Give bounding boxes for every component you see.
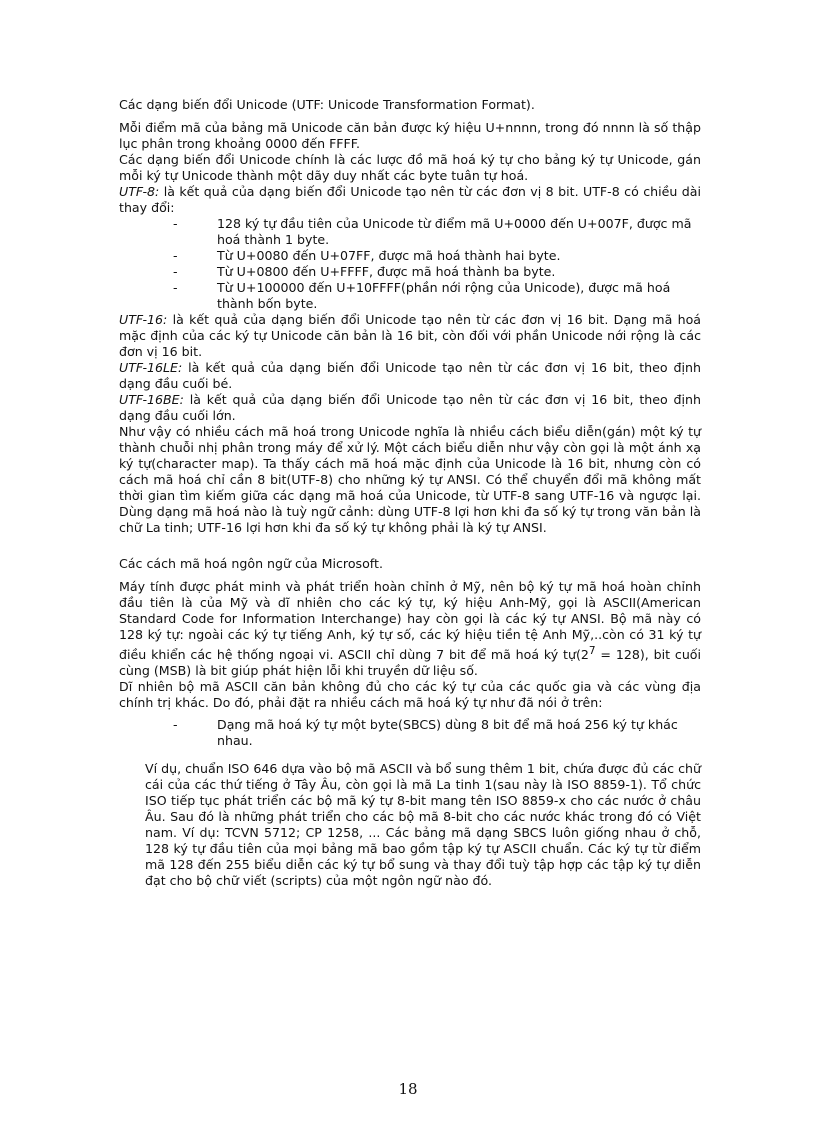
encoding-list	[119, 717, 701, 749]
ascii-text-after: = 128), bit cuối cùng (MSB) là bit giúp phát hiện lỗi khi truyền dữ liệu số.	[119, 647, 702, 679]
term-utf16: UTF-16:	[119, 312, 168, 327]
paragraph-utf8	[119, 184, 701, 216]
document-page	[119, 97, 701, 889]
paragraph-intro-2: Các dạng biến đổi Unicode chính là các lược đồ mã hoá ký tự cho bảng ký tự Unicode, gán mỗi ký tự Unicode thành một dãy duy nhất các byte tuân tự hoá.	[119, 152, 701, 183]
paragraph-iso-example: Ví dụ, chuẩn ISO 646 dựa vào bộ mã ASCII và bổ sung thêm 1 bit, chứa được đủ các chữ cái của các thứ tiếng ở Tây Âu, còn gọi là mã La tinh 1(sau này là ISO 8859-1). Tổ chức ISO tiếp tục phát triển các bộ mã ký tự 8-bit mang tên ISO 8859-x cho các nước ở châu Âu. Sau đó là những phát triển cho các bộ mã 8-bit cho các nước khác trong đó có Việt nam. Ví dụ: TCVN 5712; CP 1258, ... Các bảng mã dạng SBCS luôn giống nhau ở chỗ, 128 ký tự đầu tiên của mọi bảng mã bao gồm tập ký tự ASCII chuẩn. Các ký tự từ điểm mã 128 đến 255 biểu diễn các ký tự bổ sung và thay đổi tuỳ tập hợp các tập ký tự diễn đạt cho bộ chữ viết (scripts) của một ngôn ngữ nào đó.	[145, 761, 701, 889]
paragraph-utf16le	[119, 360, 701, 392]
utf8-byte-list	[119, 216, 701, 312]
ascii-superscript: 7	[588, 645, 596, 657]
section-title-microsoft: Các cách mã hoá ngôn ngữ của Microsoft.	[119, 556, 383, 571]
list-item-text: Từ U+0080 đến U+07FF, được mã hoá thành hai byte.	[217, 248, 561, 263]
list-item-text: Từ U+0800 đến U+FFFF, được mã hoá thành ba byte.	[217, 264, 556, 279]
list-item-text: Từ U+100000 đến U+10FFFF(phần nới rộng của Unicode), được mã hoá thành bốn byte.	[217, 280, 671, 311]
ascii-text-before: Máy tính được phát minh và phát triển hoàn chỉnh ở Mỹ, nên bộ ký tự mã hoá hoàn chỉnh đầu tiên là của Mỹ và dĩ nhiên cho các ký tự, ký hiệu Anh-Mỹ, gọi là ASCII(American Standard Code for Information Interchange) hay còn gọi là các ký tự ANSI. Bộ mã này có 128 ký tự: ngoài các ký tự tiếng Anh, ký tự số, các ký hiệu tiền tệ Anh Mỹ,..còn có 31 ký tự điều khiển các hệ thống ngoại vi. ASCII chỉ dùng 7 bit để mã hoá ký tự(2	[119, 579, 701, 663]
list-item-text: Dạng mã hoá ký tự một byte(SBCS) dùng 8 bit để mã hoá 256 ký tự khác nhau.	[217, 717, 678, 749]
list-item: - Từ U+100000 đến U+10FFFF(phần nới rộng của Unicode), được mã hoá thành bốn byte.	[173, 280, 671, 311]
paragraph-summary: Như vậy có nhiều cách mã hoá trong Unicode nghĩa là nhiều cách biểu diễn(gán) một ký tự thành chuỗi nhị phân trong máy để xử lý. Một cách biểu diễn như vậy còn gọi là một ánh xạ ký tự(character map). Ta thấy cách mã hoá mặc định của Unicode là 16 bit, nhưng còn có cách mã hoá chỉ cần 8 bit(UTF-8) cho những ký tự ANSI. Có thể chuyển đổi mã không mất thời gian tìm kiếm giữa các dạng mã hoá của Unicode, từ UTF-8 sang UTF-16 và ngược lại. Dùng dạng mã hoá nào là tuỳ ngữ cảnh: dùng UTF-8 lợi hơn khi đa số ký tự trong văn bản là chữ La tinh; UTF-16 lợi hơn khi đa số ký tự không phải là ký tự ANSI.	[119, 424, 701, 535]
utf16-description: là kết quả của dạng biến đổi Unicode tạo nên từ các đơn vị 16 bit. Dạng mã hoá mặc định của các ký tự Unicode căn bản là 16 bit, còn đối với phần Unicode nới rộng là các đơn vị 16 bit.	[119, 312, 701, 359]
paragraph-utf16	[119, 312, 701, 360]
paragraph-utf16be	[119, 392, 701, 424]
paragraph-intro-1: Mỗi điểm mã của bảng mã Unicode căn bản được ký hiệu U+nnnn, trong đó nnnn là số thập lục phân trong khoảng 0000 đến FFFF.	[119, 120, 701, 151]
term-utf16be: UTF-16BE:	[119, 392, 184, 407]
list-item: - Dạng mã hoá ký tự một byte(SBCS) dùng 8 bit để mã hoá 256 ký tự khác nhau.	[173, 717, 678, 749]
paragraph-encoding-need: Dĩ nhiên bộ mã ASCII căn bản không đủ cho các ký tự của các quốc gia và các vùng địa chính trị khác. Do đó, phải đặt ra nhiều cách mã hoá ký tự như đã nói ở trên:	[119, 679, 701, 711]
section-spacer	[119, 536, 701, 556]
list-item: - Từ U+0800 đến U+FFFF, được mã hoá thành ba byte.	[173, 264, 556, 279]
paragraph-ascii-history	[119, 579, 701, 679]
utf16be-description: là kết quả của dạng biến đổi Unicode tạo nên từ các đơn vị 16 bit, theo định dạng đầu cuối lớn.	[119, 392, 701, 423]
page-number: 18	[398, 1080, 418, 1098]
section-title-utf: Các dạng biến đổi Unicode (UTF: Unicode Transformation Format).	[119, 97, 535, 112]
utf8-description: là kết quả của dạng biến đổi Unicode tạo nên từ các đơn vị 8 bit. UTF-8 có chiều dài thay đổi:	[119, 184, 701, 215]
list-item: - Từ U+0080 đến U+07FF, được mã hoá thành hai byte.	[173, 248, 561, 263]
list-item-text: 128 ký tự đầu tiên của Unicode từ điểm mã U+0000 đến U+007F, được mã hoá thành 1 byte.	[217, 216, 692, 247]
term-utf8: UTF-8:	[119, 184, 160, 199]
list-item: - 128 ký tự đầu tiên của Unicode từ điểm mã U+0000 đến U+007F, được mã hoá thành 1 byte.	[173, 216, 692, 247]
term-utf16le: UTF-16LE:	[119, 360, 183, 375]
utf16le-description: là kết quả của dạng biến đổi Unicode tạo nên từ các đơn vị 16 bit, theo định dạng đầu cuối bé.	[119, 360, 701, 391]
